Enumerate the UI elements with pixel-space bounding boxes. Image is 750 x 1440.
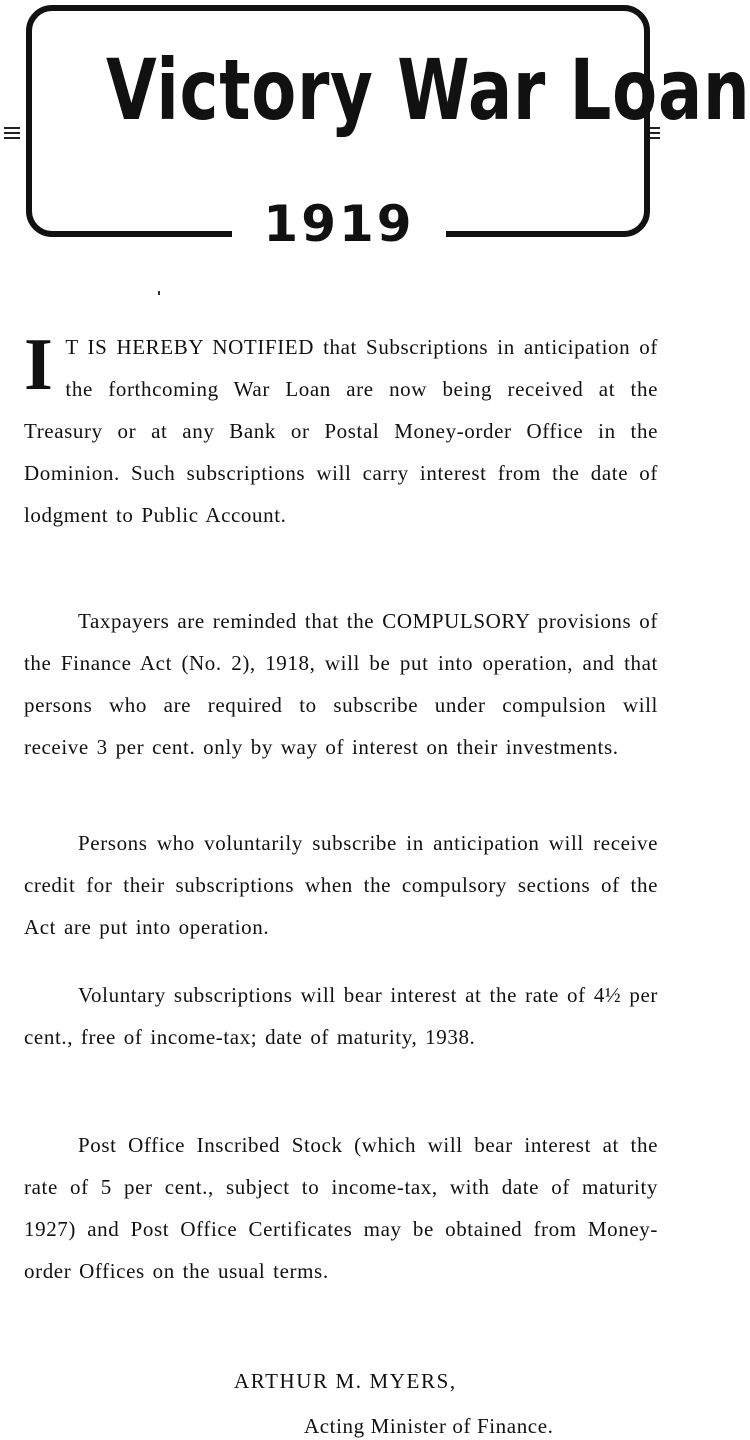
signatory-title: Acting Minister of Finance. [304,1414,554,1438]
notice-paragraph-2: Taxpayers are reminded that the COMPULSORY provisions of the Finance Act (No. 2), 1918, will be put into operation, and that persons who are required to subscribe under compulsion will receive 3 per cent. only by way of interest on their investments. [24,609,658,759]
year-label: 1919 [263,195,415,253]
left-ornament-rule [4,127,20,139]
drop-cap: I [24,324,54,406]
page-title: Victory War Loan [106,41,750,139]
notice-paragraph-1 [24,326,658,536]
notice-paragraph-5: Post Office Inscribed Stock (which will bear interest at the rate of 5 per cent., subject to income-tax, with date of maturity 1927) and Post Office Certificates may be obtained from Money-order Offices on the usual terms. [24,1133,658,1283]
notice-paragraph-3: Persons who voluntarily subscribe in anticipation will receive credit for their subscriptions when the compulsory sections of the Act are put into operation. [24,831,658,939]
paragraph-1-text: T IS HEREBY NOTIFIED that Subscriptions in anticipation of the forthcoming War Loan are now being received at the Treasury or at any Bank or Postal Money-order Office in the Dominion. Such subscriptions will carry interest from the date of lodgment to Public Account. [24,335,658,527]
notice-paragraph-4: Voluntary subscriptions will bear interest at the rate of 4½ per cent., free of income-tax; date of maturity, 1938. [24,983,658,1049]
print-speck [158,291,160,295]
signatory-name: ARTHUR M. MYERS, [234,1369,457,1393]
